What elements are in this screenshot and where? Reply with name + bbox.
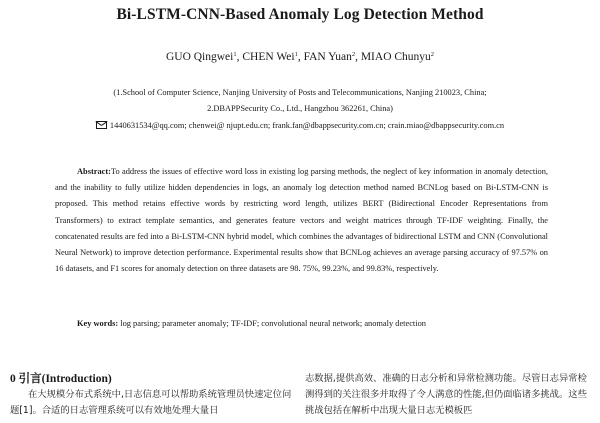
keywords-label: Key words: [77,319,119,328]
author-affiliation-mark: 2 [430,51,435,58]
keywords-text: log parsing; parameter anomaly; TF-IDF; convolutional neural network; anomaly detection [120,319,426,328]
contact-emails [0,121,600,130]
author-name: CHEN Wei [242,51,295,63]
affiliation-line-2: 2.DBAPPSecurity Co., Ltd., Hangzhou 362261, China) [207,104,393,113]
section-heading: 0 引言(Introduction) [10,373,112,385]
author-list: GUO Qingwei$^1$, CHEN Wei$^1$, FAN Yuan$^2$, MIAO Chunyu$^2$ [165,51,435,63]
affiliation-line-1: (1.School of Computer Science, Nanjing University of Posts and Telecommunications, Nanjing 210023, China; [113,88,487,97]
abstract-text: To address the issues of effective word loss in existing log parsing methods, the neglect of key information in anomaly detection, and the inability to fully utilize hidden dependencies in logs, an anomaly log detection method named BCNLog based on Bi-LSTM-CNN is proposed. This method retains effective words by restricting word length, utilizes BERT (Bidirectional Encoder Representations from Transformers) to extract template semantics, and generates feature vectors and weight matrices through TF-IDF weighting. Finally, the concatenated results are fed into a Bi-LSTM-CNN hybrid model, which combines the advantages of bidirectional LSTM and CNN (Convolutional Neural Network) to improve detection performance. Experimental results show that BCNLog achieves an average parsing accuracy of 97.57% on 16 datasets, and F1 scores for anomaly detection on three datasets are 98. 75%, 99.23%, and 99.83%, respectively. [55,167,548,274]
email-list: 1440631534@qq.com; chenwei@ njupt.edu.cn; frank.fan@dbappsecurity.com.cn; crain.miao@dbappsecurity.com.cn [109,121,505,130]
author-affiliation-mark: 1 [294,51,298,58]
envelope-icon [96,121,107,129]
author-affiliation-mark: 1 [233,51,237,58]
author-name: GUO Qingwei [165,51,234,63]
author-name: FAN Yuan [303,51,352,63]
abstract [55,164,548,277]
paper-title: Bi-LSTM-CNN-Based Anomaly Log Detection Method [116,6,484,23]
author-name: MIAO Chunyu [360,51,431,63]
abstract-label: Abstract: [77,167,111,176]
author-affiliation-mark: 2 [351,51,356,58]
body-text-left-column: 在大规模分布式系统中,日志信息可以帮助系统管理员快速定位问题[1]。合适的日志管理系统可以有效地处理大量日 [10,389,292,416]
body-text-right-column: 志数据,提供高效、准确的日志分析和异常检测功能。尽管日志异常检测得到的关注很多并取得了令人满意的性能,但仍面临诸多挑战。这些挑战包括在解析中出现大量日志无模板匹 [305,373,587,416]
keywords [77,317,547,331]
